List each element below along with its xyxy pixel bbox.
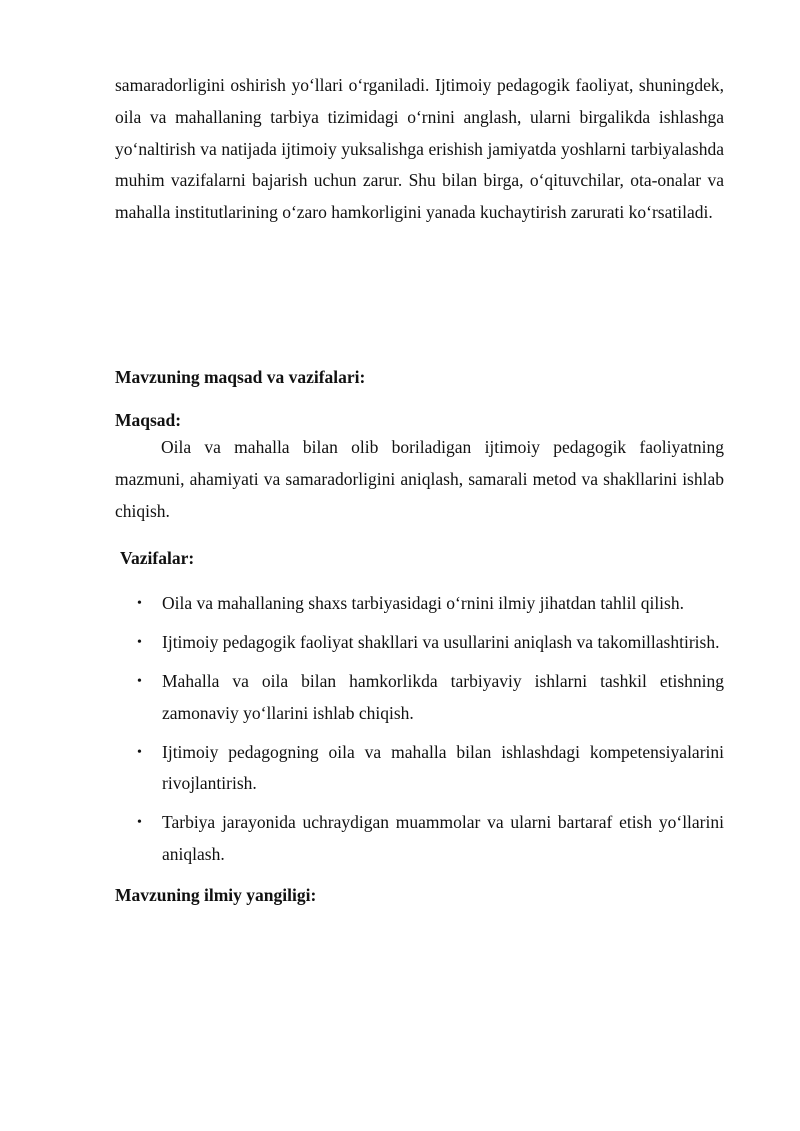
tasks-list — [115, 588, 724, 870]
goal-text: Oila va mahalla bilan olib boriladigan ijtimoiy pedagogik faoliyatning mazmuni, ahamiyati va samaradorligini aniqlash, samarali metod va shakllarini ishlab chiqish. — [115, 436, 724, 521]
intro-paragraph: samaradorligini oshirish yo‘llari o‘rganiladi. Ijtimoiy pedagogik faoliyat, shuningdek, oila va mahallaning tarbiya tizimidagi o‘rnini anglash, ularni birgalikda ishlashga yo‘naltirish va natijada ijtimoiy yuksalishga erishish jamiyatda yoshlarni tarbiyalashda muhim vazifalarni bajarish uchun zarur. Shu bilan birga, o‘qituvchilar, ota-onalar va mahalla institutlarining o‘zaro hamkorligini yanada kuchaytirish zarurati ko‘rsatiladi. — [115, 75, 724, 223]
bullet-icon: • — [137, 596, 142, 612]
goal-label: Maqsad: — [115, 409, 182, 430]
list-item — [115, 627, 724, 659]
bullet-icon: • — [137, 744, 142, 760]
bullet-icon: • — [137, 815, 142, 831]
bullet-icon: • — [137, 673, 142, 689]
bullet-icon: • — [137, 635, 142, 651]
section-heading: Mavzuning maqsad va vazifalari: — [115, 366, 366, 387]
novelty-heading: Mavzuning ilmiy yangiligi: — [115, 884, 317, 905]
list-item — [115, 666, 724, 730]
list-item-text: Oila va mahallaning shaxs tarbiyasidagi o‘rnini ilmiy jihatdan tahlil qilish. — [162, 593, 684, 614]
list-item-text: Ijtimoiy pedagogning oila va mahalla bilan ishlashdagi kompetensiyalarini rivojlantirish. — [162, 741, 724, 794]
list-item-text: Mahalla va oila bilan hamkorlikda tarbiyaviy ishlarni tashkil etishning zamonaviy yo‘llarini ishlab chiqish. — [162, 670, 724, 723]
list-item-text: Ijtimoiy pedagogik faoliyat shakllari va usullarini aniqlash va takomillashtirish. — [162, 632, 720, 653]
list-item — [115, 807, 724, 871]
list-item — [115, 588, 724, 620]
list-item-text: Tarbiya jarayonida uchraydigan muammolar va ularni bartaraf etish yo‘llarini aniqlash. — [162, 812, 724, 864]
list-item — [115, 737, 724, 801]
tasks-label: Vazifalar: — [120, 548, 195, 569]
